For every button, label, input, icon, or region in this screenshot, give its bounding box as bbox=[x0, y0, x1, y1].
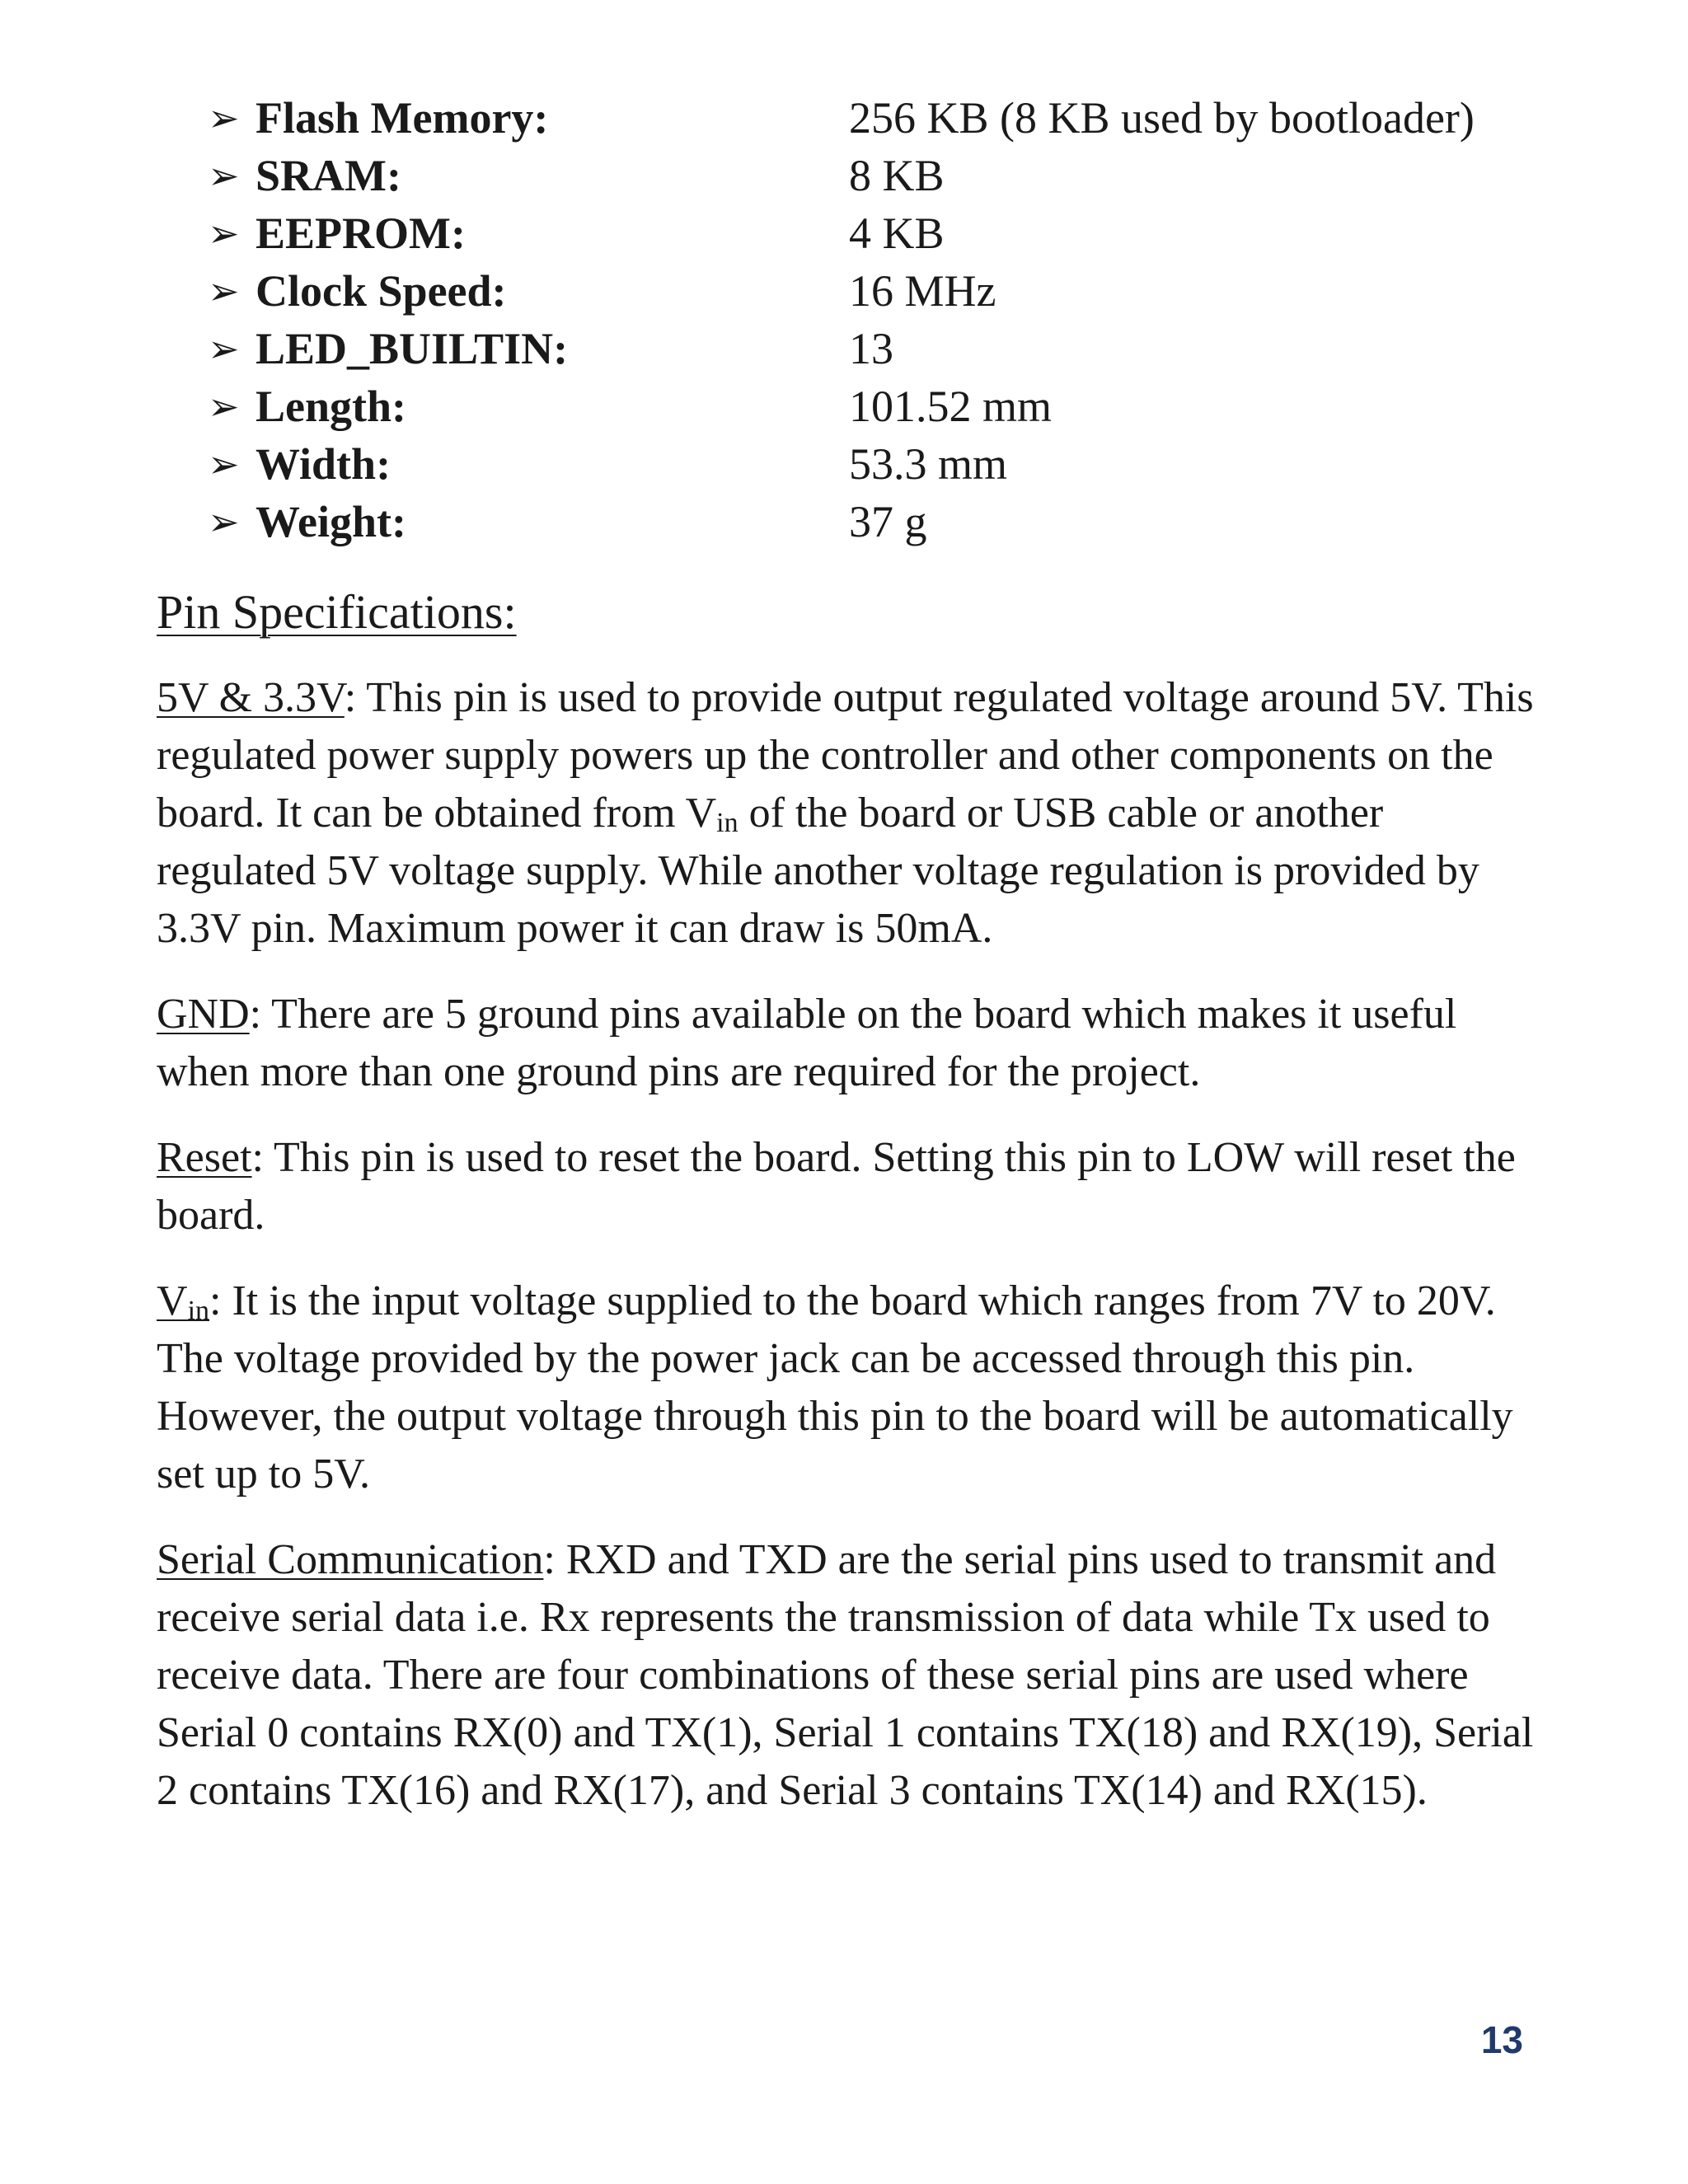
arrow-bullet-icon: ➢ bbox=[208, 499, 240, 544]
spec-value: 256 KB (8 KB used by bootloader) bbox=[849, 93, 1475, 143]
arrow-bullet-icon: ➢ bbox=[208, 442, 240, 486]
arrow-bullet-icon: ➢ bbox=[208, 96, 240, 140]
term-vin-main: V bbox=[157, 1277, 188, 1324]
spec-value: 8 KB bbox=[849, 151, 945, 200]
paragraph-text: : This pin is used to reset the board. Setting this pin to LOW will reset the board. bbox=[157, 1134, 1516, 1239]
term-power: 5V & 3.3V bbox=[157, 674, 345, 721]
spec-label: EEPROM: bbox=[256, 209, 466, 258]
page-number: 13 bbox=[1480, 2018, 1523, 2061]
spec-value: 37 g bbox=[849, 497, 927, 546]
subscript: in bbox=[187, 1296, 210, 1326]
spec-value: 16 MHz bbox=[849, 266, 996, 316]
spec-label: LED_BUILTIN: bbox=[256, 324, 569, 373]
spec-label: Width: bbox=[256, 439, 392, 489]
paragraph-gnd bbox=[157, 986, 1541, 1101]
paragraph-vin bbox=[157, 1272, 1541, 1503]
paragraph-serial bbox=[157, 1531, 1541, 1820]
spec-row-flash-memory bbox=[208, 89, 1526, 147]
pin-descriptions bbox=[157, 669, 1541, 1848]
paragraph-text: : It is the input voltage supplied to the board which ranges from 7V to 20V. The voltage provided by the power jack can be accessed through this pin. However, the output voltage through this pin to the board will be automatically set up to 5V. bbox=[157, 1277, 1513, 1497]
spec-row-weight bbox=[208, 493, 1526, 551]
paragraph-text: : This pin is used to provide output regulated voltage around 5V. This regulated power supply powers up the controller and other components on the board. It can be obtained from V bbox=[157, 674, 1534, 837]
paragraph-text: : RXD and TXD are the serial pins used to transmit and receive serial data i.e. Rx represents the transmission of data while Tx used to receive data. There are four combinations of these serial pins are used where Serial 0 contains RX(0) and TX(1), Serial 1 contains TX(18) and RX(19), Serial 2 contains TX(16) and RX(17), and Serial 3 contains TX(14) and RX(15). bbox=[157, 1536, 1534, 1814]
spec-row-length bbox=[208, 377, 1526, 435]
arrow-bullet-icon: ➢ bbox=[208, 269, 240, 313]
term-vin bbox=[157, 1277, 209, 1324]
paragraph-text: : There are 5 ground pins available on the board which makes it useful when more than one ground pins are required for the project. bbox=[157, 991, 1457, 1095]
arrow-bullet-icon: ➢ bbox=[208, 326, 240, 371]
spec-value: 4 KB bbox=[849, 209, 945, 258]
subscript: in bbox=[716, 808, 738, 838]
term-reset: Reset bbox=[157, 1134, 252, 1181]
paragraph-text: of the board or USB cable or another regulated 5V voltage supply. While another voltage regulation is provided by 3.3V pin. Maximum power it can draw is 50mA. bbox=[157, 790, 1479, 952]
spec-row-eeprom bbox=[208, 204, 1526, 262]
spec-label: Clock Speed: bbox=[256, 266, 507, 316]
spec-label: SRAM: bbox=[256, 151, 401, 200]
arrow-bullet-icon: ➢ bbox=[208, 153, 240, 198]
spec-label: Weight: bbox=[256, 497, 406, 546]
section-heading: Pin Specifications: bbox=[157, 585, 517, 639]
spec-row-led-builtin bbox=[208, 320, 1526, 377]
term-serial: Serial Communication bbox=[157, 1536, 544, 1583]
paragraph-reset bbox=[157, 1129, 1541, 1244]
arrow-bullet-icon: ➢ bbox=[208, 384, 240, 429]
spec-row-sram bbox=[208, 147, 1526, 204]
spec-row-width bbox=[208, 435, 1526, 493]
spec-label: Flash Memory: bbox=[256, 93, 549, 143]
term-gnd: GND bbox=[157, 991, 250, 1038]
paragraph-power-pins bbox=[157, 669, 1541, 958]
spec-value: 53.3 mm bbox=[849, 439, 1008, 489]
spec-label: Length: bbox=[256, 382, 407, 431]
spec-value: 101.52 mm bbox=[849, 382, 1053, 431]
spec-row-clock-speed bbox=[208, 262, 1526, 320]
spec-value: 13 bbox=[849, 324, 893, 373]
spec-list bbox=[208, 89, 1526, 551]
arrow-bullet-icon: ➢ bbox=[208, 211, 240, 255]
